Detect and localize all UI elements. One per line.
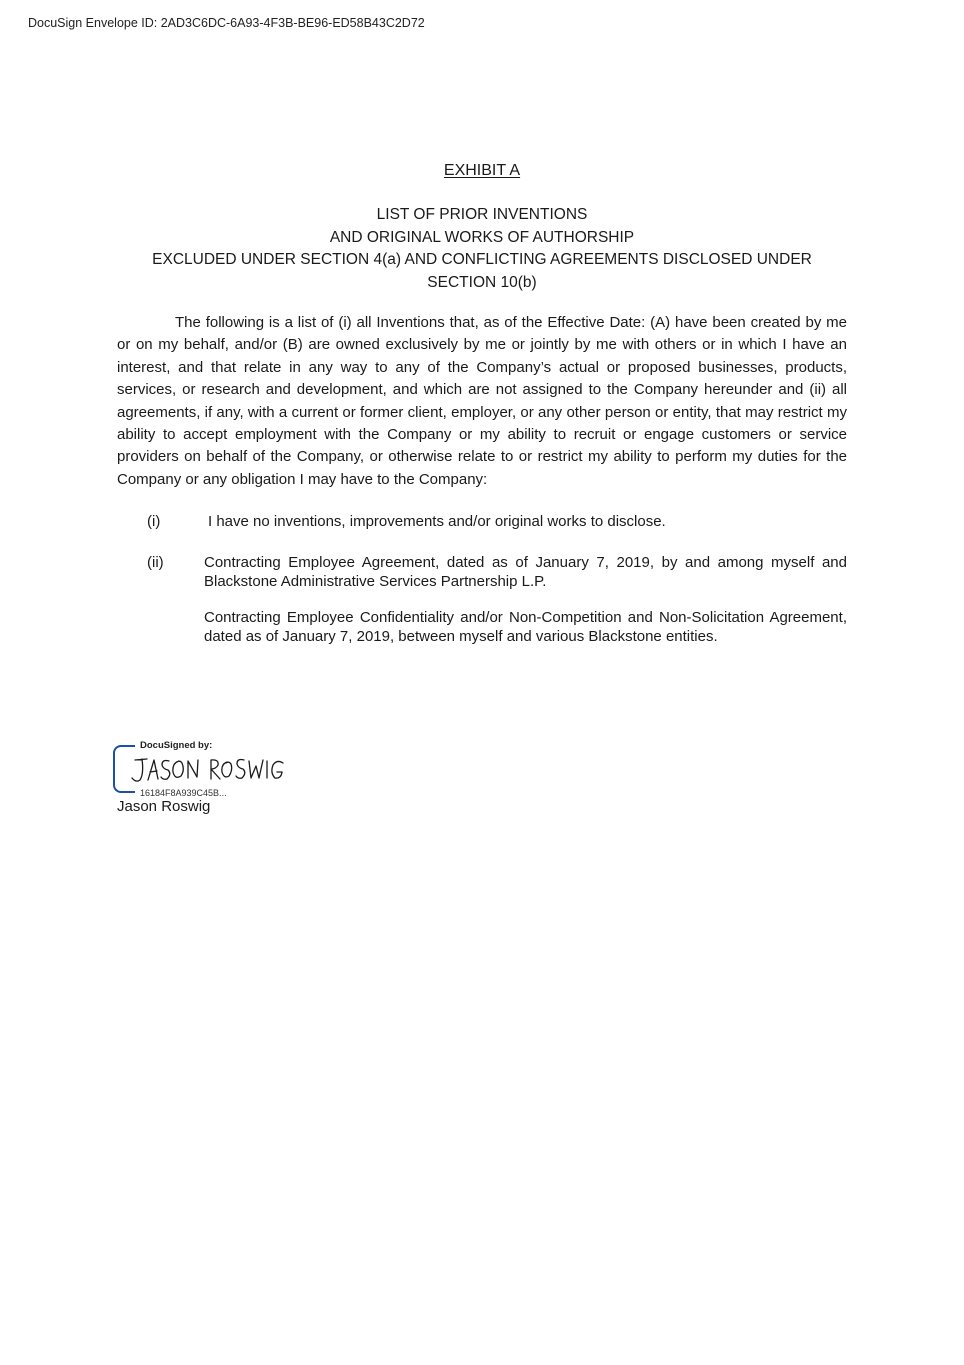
docusign-envelope-id: DocuSign Envelope ID: 2AD3C6DC-6A93-4F3B-BE96-ED58B43C2D72 [28,16,425,30]
signer-name: Jason Roswig [117,798,211,815]
list-item-text: Contracting Employee Confidentiality and/or Non-Competition and Non-Solicitation Agreement, dated as of January 7, 2019, between myself and various Blackstone entities. [204,609,847,645]
list-item [147,608,847,646]
body-paragraph: The following is a list of (i) all Inventions that, as of the Effective Date: (A) have been created by me or on my behalf, and/or (B) are owned exclusively by me or jointly by me with others or in which I have an interest, and that relate in any way to any of the Company’s actual or proposed businesses, products, services, or research and development, and which are not assigned to the Company hereunder and (ii) all agreements, if any, with a current or former client, employer, or any other person or entity, that may restrict my ability to accept employment with the Company or my ability to recruit or engage customers or service providers on behalf of the Company, or otherwise relate to or restrict my ability to perform my duties for the Company or any obligation I may have to the Company: [117,314,847,488]
exhibit-title: EXHIBIT A [443,162,521,179]
signature-id-code: 16184F8A939C45B... [140,788,227,798]
docusigned-by-label: DocuSigned by: [140,740,213,751]
list-item [147,512,847,531]
heading-line: SECTION 10(b) [427,273,537,291]
docusign-signature-block [113,740,313,800]
list-item-text: Contracting Employee Agreement, dated as of January 7, 2019, by and among myself and Blackstone Administrative Services Partnership L.P. [204,554,847,590]
list-item [147,553,847,591]
heading-line: LIST OF PRIOR INVENTIONS [376,206,588,223]
list-item-number: (ii) [147,554,164,571]
document-heading [100,204,864,294]
list-item-text: I have no inventions, improvements and/or original works to disclose. [208,513,666,530]
handwritten-signature [127,750,287,790]
list-item-number: (i) [147,513,161,530]
heading-line: AND ORIGINAL WORKS OF AUTHORSHIP [329,228,635,246]
heading-line: EXCLUDED UNDER SECTION 4(a) AND CONFLICTING AGREEMENTS DISCLOSED UNDER [152,251,812,268]
